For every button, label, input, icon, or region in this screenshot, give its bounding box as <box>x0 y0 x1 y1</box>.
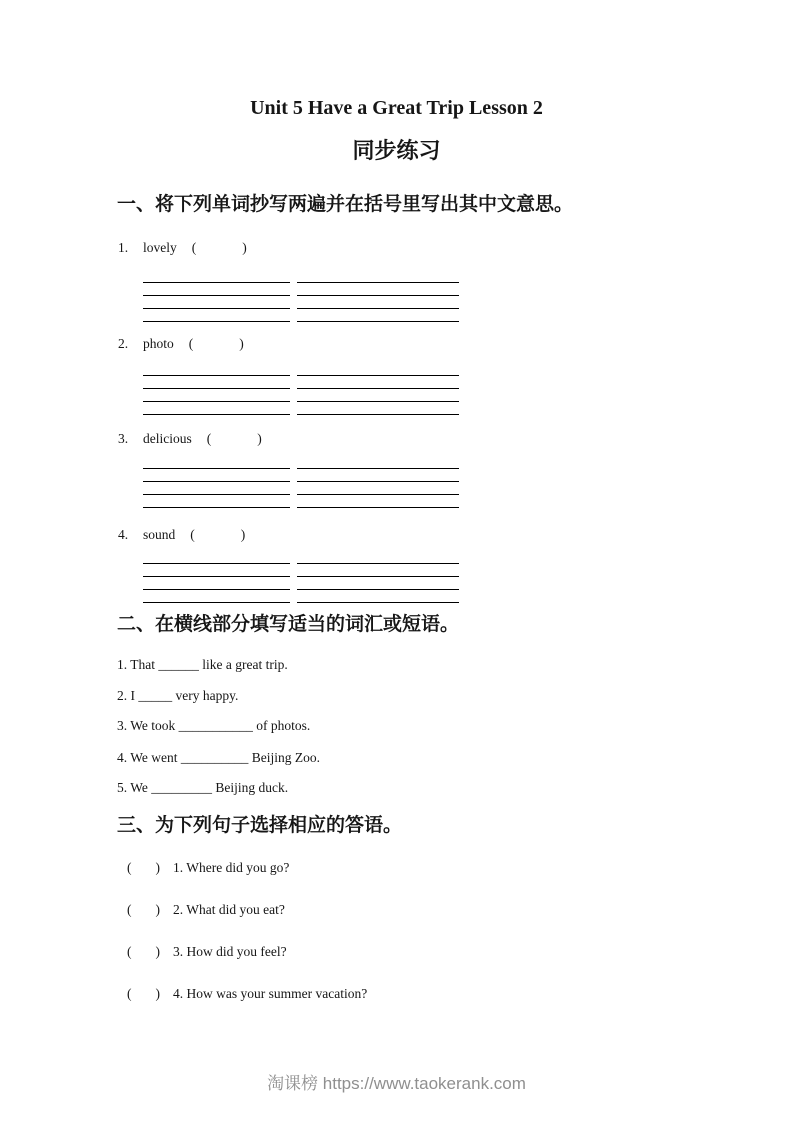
answer-paren-close: ) <box>155 986 160 1001</box>
section1-item-sound <box>118 527 245 543</box>
paren-close: ) <box>242 240 247 255</box>
item-word: delicious <box>143 431 192 446</box>
writing-line <box>297 270 459 283</box>
item-number: 2. <box>118 336 129 351</box>
item-number: 3. <box>118 431 129 446</box>
writing-line <box>143 270 290 283</box>
writing-line <box>297 309 459 322</box>
question-text: 2. What did you eat? <box>173 902 285 917</box>
copy-lines-group-1 <box>143 270 459 322</box>
copy-lines-group-3 <box>143 456 459 508</box>
answer-paren-close: ) <box>155 944 160 959</box>
item-number: 4. <box>118 527 129 542</box>
writing-line <box>297 296 459 309</box>
paren-open: ( <box>188 336 194 351</box>
writing-line <box>143 456 290 469</box>
writing-line <box>143 482 290 495</box>
answer-paren-open: ( <box>127 944 132 959</box>
writing-line <box>297 402 459 415</box>
writing-line <box>297 590 459 603</box>
item-word: sound <box>143 527 176 542</box>
fill-blank-sentence-3: 3. We took ___________ of photos. <box>117 718 311 733</box>
section1-heading: 一、将下列单词抄写两遍并在括号里写出其中文意思。 <box>117 194 574 215</box>
paren-open: ( <box>191 240 197 255</box>
writing-line <box>143 363 290 376</box>
writing-line <box>143 389 290 402</box>
section1-item-lovely <box>118 240 247 256</box>
question-text: 4. How was your summer vacation? <box>173 986 368 1001</box>
answer-paren-open: ( <box>127 986 132 1001</box>
writing-line <box>143 551 290 564</box>
answer-paren-open: ( <box>127 902 132 917</box>
paren-close: ) <box>240 527 246 542</box>
paren-close: ) <box>239 336 244 351</box>
question-text: 1. Where did you go? <box>173 860 290 875</box>
writing-line <box>297 363 459 376</box>
writing-line <box>297 577 459 590</box>
section1-item-photo <box>118 336 244 352</box>
writing-line <box>143 283 290 296</box>
fill-blank-sentence-5: 5. We _________ Beijing duck. <box>117 780 289 795</box>
section1-item-delicious <box>118 431 262 447</box>
item-word: lovely <box>143 240 177 255</box>
writing-line <box>297 389 459 402</box>
writing-line <box>143 402 290 415</box>
answer-paren-close: ) <box>155 902 160 917</box>
item-word: photo <box>143 336 174 351</box>
writing-line <box>297 495 459 508</box>
item-number: 1. <box>118 240 129 255</box>
question-text: 3. How did you feel? <box>173 944 287 959</box>
writing-line <box>297 469 459 482</box>
writing-line <box>143 564 290 577</box>
fill-blank-sentence-4: 4. We went __________ Beijing Zoo. <box>117 750 321 765</box>
match-question-3 <box>127 944 287 960</box>
writing-line <box>143 469 290 482</box>
writing-line <box>143 309 290 322</box>
match-question-4 <box>127 986 367 1002</box>
page-title: Unit 5 Have a Great Trip Lesson 2 <box>250 97 543 119</box>
writing-line <box>143 577 290 590</box>
writing-line <box>143 495 290 508</box>
section3-heading: 三、为下列句子选择相应的答语。 <box>117 815 403 836</box>
page-subtitle: 同步练习 <box>352 138 441 163</box>
writing-line <box>297 376 459 389</box>
writing-line <box>143 590 290 603</box>
writing-line <box>297 482 459 495</box>
footer-site-link[interactable]: 淘课榜 https://www.taokerank.com <box>267 1074 526 1093</box>
writing-line <box>297 551 459 564</box>
fill-blank-sentence-1: 1. That ______ like a great trip. <box>117 657 288 672</box>
writing-line <box>297 283 459 296</box>
writing-line <box>143 296 290 309</box>
writing-line <box>297 564 459 577</box>
match-question-1 <box>127 860 289 876</box>
writing-line <box>143 376 290 389</box>
copy-lines-group-4 <box>143 551 459 603</box>
answer-paren-open: ( <box>127 860 132 875</box>
paren-open: ( <box>206 431 212 446</box>
section2-heading: 二、在横线部分填写适当的词汇或短语。 <box>117 614 460 635</box>
match-question-2 <box>127 902 285 918</box>
paren-open: ( <box>190 527 195 542</box>
writing-line <box>297 456 459 469</box>
answer-paren-close: ) <box>155 860 160 875</box>
paren-close: ) <box>257 431 262 446</box>
fill-blank-sentence-2: 2. I _____ very happy. <box>117 688 239 703</box>
copy-lines-group-2 <box>143 363 459 415</box>
